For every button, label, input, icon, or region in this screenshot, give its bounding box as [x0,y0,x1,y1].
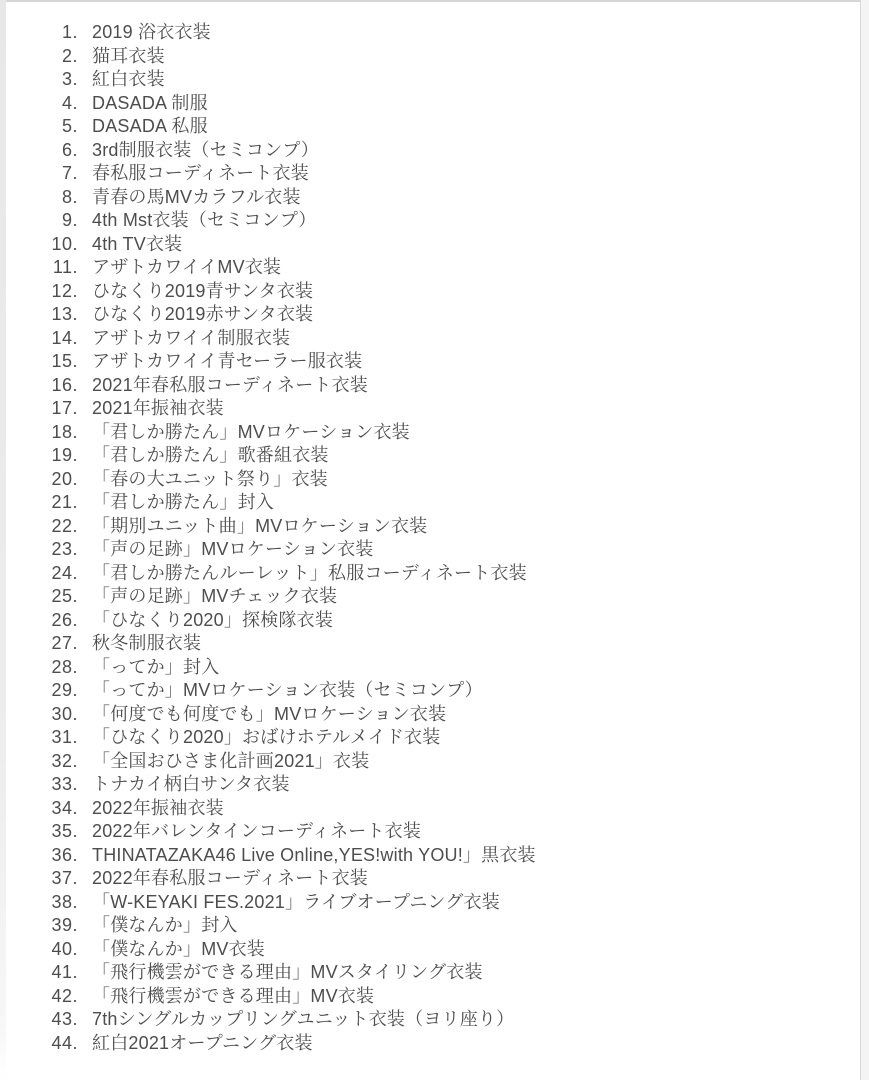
list-item-text: 「声の足跡」MVチェック衣装 [92,586,338,606]
list-item-text: 「春の大ユニット祭り」衣装 [92,468,328,489]
list-item [0,726,869,750]
list-item-number: 28. [51,656,78,677]
list-item-number: 14. [51,327,78,348]
list-item [0,562,869,586]
list-item [0,656,869,680]
list-item-text: 秋冬制服衣装 [92,633,202,653]
list-item-text: 「飛行機雲ができる理由」MV衣装 [92,985,375,1006]
list-item-text: 「ひなくり2020」探検隊衣装 [92,609,334,630]
list-item-number: 44. [51,1032,78,1053]
list-item-number: 5. [61,116,78,136]
list-item-text: 「ってか」封入 [92,656,220,677]
list-item [0,938,869,962]
list-item-text: 「君しか勝たん」封入 [92,492,274,512]
list-item-number: 12. [51,280,78,301]
list-item [0,280,869,304]
page-top-edge [0,0,869,2]
list-item-number: 11. [52,257,78,277]
list-item-text: アザトカワイイ青セーラー服衣装 [92,351,363,371]
list-item-number: 6. [61,139,78,160]
list-item-number: 8. [61,186,78,207]
list-item-number: 4. [61,92,78,113]
list-item-text: 2021年振袖衣装 [92,398,224,418]
list-item-number: 31. [51,727,78,747]
list-item-number: 35. [51,821,78,841]
list-item [0,68,869,92]
list-item [0,233,869,257]
list-item-number: 41. [51,962,78,982]
list-item-number: 13. [51,304,78,324]
list-item-text: 2022年春私服コーディネート衣装 [92,868,369,888]
list-item-number: 7. [61,163,78,183]
list-item-text: 「全国おひさま化計画2021」衣装 [92,750,370,771]
list-item [0,374,869,398]
list-item-text: 「声の足跡」MVロケーション衣装 [92,539,374,559]
list-item [0,256,869,280]
list-item [0,773,869,797]
list-item [0,1032,869,1056]
list-item-number: 33. [51,774,78,794]
list-item-number: 3. [61,69,78,89]
list-item-text: 紅白2021オープニング衣装 [92,1032,313,1053]
list-item-text: THINATAZAKA46 Live Online,YES!with YOU!」黒衣装 [92,844,536,865]
page-left-edge [0,0,6,1080]
list-item [0,679,869,703]
list-item-text: 紅白衣装 [92,69,165,89]
list-item [0,1008,869,1032]
list-item-text: ひなくり2019赤サンタ衣装 [92,304,314,324]
list-item [0,350,869,374]
list-item-number: 2. [61,45,78,66]
list-item-number: 24. [51,562,78,583]
list-item-text: 春私服コーディネート衣装 [92,163,309,183]
list-item [0,844,869,868]
list-item-number: 17. [51,398,78,418]
list-item-text: 猫耳衣装 [92,45,165,66]
list-item-number: 20. [51,468,78,489]
list-item [0,609,869,633]
list-item-text: 「何度でも何度でも」MVロケーション衣装 [92,703,447,724]
list-item [0,139,869,163]
list-item [0,985,869,1009]
list-item [0,421,869,445]
list-item [0,444,869,468]
list-item-number: 25. [51,586,78,606]
list-item [0,632,869,656]
list-item [0,820,869,844]
list-item-number: 42. [51,985,78,1006]
list-item-text: アザトカワイイ制服衣装 [92,327,291,348]
list-item-text: 「君しか勝たんルーレット」私服コーディネート衣装 [92,562,527,583]
list-item [0,961,869,985]
list-item-text: 2022年バレンタインコーディネート衣装 [92,821,422,841]
list-item [0,186,869,210]
list-item-number: 36. [51,844,78,865]
list-item-number: 29. [51,680,78,700]
list-item-text: トナカイ柄白サンタ衣装 [92,774,290,794]
list-item-text: 4th TV衣装 [92,233,183,254]
list-item-number: 21. [51,492,78,512]
list-item-number: 39. [51,915,78,935]
list-item [0,750,869,774]
list-item-text: 4th Mst衣装（セミコンプ） [92,210,317,230]
list-item-number: 16. [51,374,78,395]
list-item-number: 19. [51,445,78,465]
list-item-text: 「ひなくり2020」おばけホテルメイド衣装 [92,727,441,747]
list-item [0,468,869,492]
list-item-number: 34. [51,797,78,818]
list-item [0,92,869,116]
list-item-text: 「僕なんか」封入 [92,915,238,935]
list-item [0,585,869,609]
list-item-text: 3rd制服衣装（セミコンプ） [92,139,319,160]
list-item-number: 9. [61,210,78,230]
list-item [0,491,869,515]
list-item-number: 40. [51,938,78,959]
list-item-number: 22. [51,515,78,536]
list-item-number: 43. [51,1009,78,1029]
list-item-number: 27. [51,633,78,653]
list-item [0,797,869,821]
list-item [0,703,869,727]
list-item-number: 15. [51,351,78,371]
list-item-text: DASADA 制服 [92,92,208,113]
list-item-text: 「飛行機雲ができる理由」MVスタイリング衣装 [92,962,483,982]
list-item-number: 18. [51,421,78,442]
list-item-text: 2021年春私服コーディネート衣装 [92,374,369,395]
list-item-text: 「僕なんか」MV衣装 [92,938,265,959]
list-item-text: 「君しか勝たん」MVロケーション衣装 [92,421,410,442]
list-item-number: 30. [51,703,78,724]
list-item [0,303,869,327]
list-item-text: 「君しか勝たん」歌番組衣装 [92,445,329,465]
list-item [0,914,869,938]
list-item [0,162,869,186]
list-item-text: DASADA 私服 [92,116,208,136]
list-item-text: 「ってか」MVロケーション衣装（セミコンプ） [92,680,483,700]
list-item [0,867,869,891]
list-item [0,209,869,233]
list-item-number: 1. [61,22,78,42]
list-item-number: 37. [51,868,78,888]
list-item [0,538,869,562]
list-item-text: アザトカワイイMV衣装 [92,257,282,277]
list-item [0,115,869,139]
list-item-number: 26. [51,609,78,630]
list-item-number: 10. [51,233,78,254]
page-right-edge [860,0,869,1080]
list-item-text: 青春の馬MVカラフル衣装 [92,186,301,207]
list-item [0,891,869,915]
list-item-text: 2019 浴衣衣装 [92,22,211,42]
list-item [0,327,869,351]
list-item [0,397,869,421]
list-item [0,515,869,539]
list-item [0,21,869,45]
list-item-text: 2022年振袖衣装 [92,797,224,818]
list-item-number: 38. [51,891,78,912]
list-item-text: 7thシングルカップリングユニット衣装（ヨリ座り） [92,1009,515,1029]
list-item-number: 23. [51,539,78,559]
list-item-text: 「期別ユニット曲」MVロケーション衣装 [92,515,428,536]
list-item-text: 「W-KEYAKI FES.2021」ライブオープニング衣装 [92,891,500,912]
list-item [0,45,869,69]
list-item-text: ひなくり2019青サンタ衣装 [92,280,314,301]
list-item-number: 32. [51,750,78,771]
